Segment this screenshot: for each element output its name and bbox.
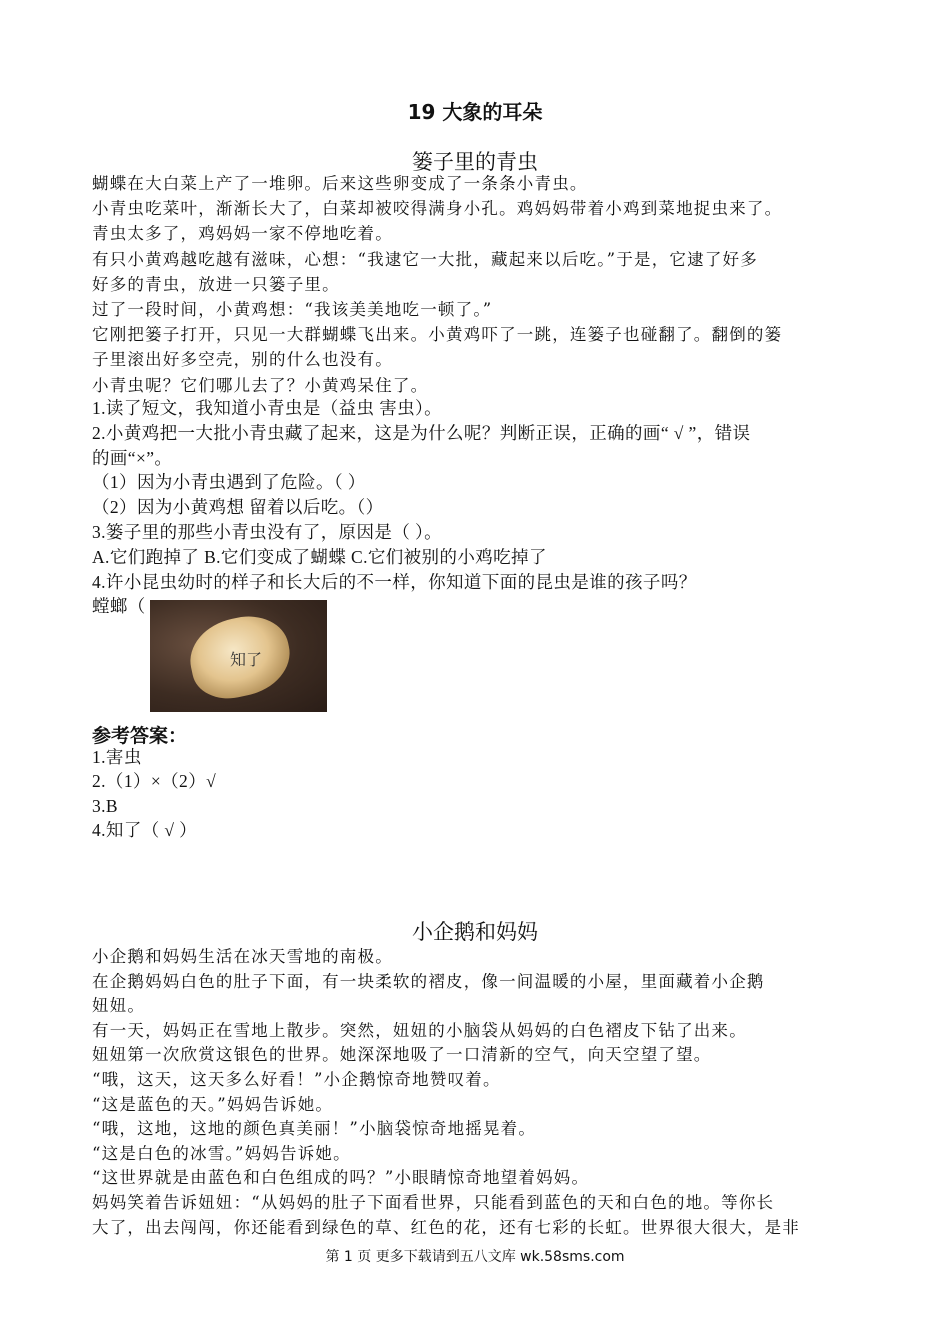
story-line: 妞妞第一次欣赏这银色的世界。她深深地吸了一口清新的空气，向天空望了望。 bbox=[92, 1045, 712, 1065]
story-line: 小企鹅和妈妈生活在冰天雪地的南极。 bbox=[92, 947, 393, 966]
answer-line: 1.害虫 bbox=[92, 747, 142, 767]
question-line: 的画“×”。 bbox=[92, 447, 173, 468]
story-line: 小青虫呢？它们哪儿去了？小黄鸡呆住了。 bbox=[92, 375, 429, 395]
story-line: 蝴蝶在大白菜上产了一堆卵。后来这些卵变成了一条条小青虫。 bbox=[92, 174, 588, 193]
story-line: 子里滚出好多空壳，别的什么也没有。 bbox=[92, 350, 393, 370]
story-line: “这是白色的冰雪。”妈妈告诉她。 bbox=[92, 1143, 351, 1163]
photo-caption: 知了 bbox=[230, 650, 263, 669]
story-line: 小青虫吃菜叶，渐渐长大了，白菜却被咬得满身小孔。鸡妈妈带着小鸡到菜地捉虫来了。 bbox=[92, 199, 783, 219]
page-title: 19 大象的耳朵 bbox=[407, 100, 543, 124]
story-line: 好多的青虫，放进一只篓子里。 bbox=[92, 274, 340, 294]
story-line: 大了，出去闯闯，你还能看到绿色的草、红色的花，还有七彩的长虹。世界很大很大，是非 bbox=[92, 1217, 800, 1237]
question-line: A.它们跑掉了 B.它们变成了蝴蝶 C.它们被别的小鸡吃掉了 bbox=[92, 546, 547, 567]
answer-line: 2.（1）×（2）√ bbox=[92, 771, 217, 792]
section2-heading: 小企鹅和妈妈 bbox=[412, 920, 538, 944]
answer-line: 3.B bbox=[92, 795, 118, 816]
story-line: “哦，这天，这天多么好看！”小企鹅惊奇地赞叹着。 bbox=[92, 1070, 501, 1089]
story-line: 有一天，妈妈正在雪地上散步。突然，妞妞的小脑袋从妈妈的白色褶皮下钻了出来。 bbox=[92, 1020, 747, 1040]
question-line: 2.小黄鸡把一大批小青虫藏了起来，这是为什么呢？判断正误，正确的画“ √ ”，错误 bbox=[92, 422, 751, 443]
question-line: （2）因为小黄鸡想 留着以后吃。（） bbox=[92, 497, 384, 518]
story-line: 过了一段时间，小黄鸡想：“我该美美地吃一顿了。” bbox=[92, 300, 493, 319]
story-line: “哦，这地，这地的颜色真美丽！”小脑袋惊奇地摇晃着。 bbox=[92, 1119, 537, 1139]
question-line: 4.许小昆虫幼时的样子和长大后的不一样，你知道下面的昆虫是谁的孩子吗？ bbox=[92, 571, 697, 592]
story-line: 在企鹅妈妈白色的肚子下面，有一块柔软的褶皮，像一间温暖的小屋，里面藏着小企鹅 bbox=[92, 971, 765, 991]
story-line: 青虫太多了，鸡妈妈一家不停地吃着。 bbox=[92, 224, 393, 244]
story-line: 有只小黄鸡越吃越有滋味，心想：“我逮它一大批，藏起来以后吃。”于是，它逮了好多 bbox=[92, 249, 758, 269]
section1-heading: 篓子里的青虫 bbox=[412, 150, 538, 174]
question-line: （1）因为小青虫遇到了危险。（ ） bbox=[92, 472, 366, 493]
question-line: 螳螂（ bbox=[92, 596, 146, 617]
story-line: 妈妈笑着告诉妞妞：“从妈妈的肚子下面看世界，只能看到蓝色的天和白色的地。等你长 bbox=[92, 1193, 775, 1212]
question-line: 3.篓子里的那些小青虫没有了，原因是（ ）。 bbox=[92, 522, 443, 542]
question-line: 1.读了短文，我知道小青虫是（益虫 害虫）。 bbox=[92, 398, 443, 418]
story-line: 它刚把篓子打开，只见一大群蝴蝶飞出来。小黄鸡吓了一跳，连篓子也碰翻了。翻倒的篓 bbox=[92, 325, 783, 345]
answer-line: 4.知了（ √ ） bbox=[92, 819, 198, 840]
story-line: 妞妞。 bbox=[92, 996, 146, 1016]
story-line: “这世界就是由蓝色和白色组成的吗？”小眼睛惊奇地望着妈妈。 bbox=[92, 1168, 590, 1188]
page-footer: 第 1 页 更多下载请到五八文库 wk.58sms.com bbox=[325, 1249, 625, 1265]
answers-heading: 参考答案： bbox=[92, 725, 188, 747]
story-line: “这是蓝色的天。”妈妈告诉她。 bbox=[92, 1094, 334, 1114]
